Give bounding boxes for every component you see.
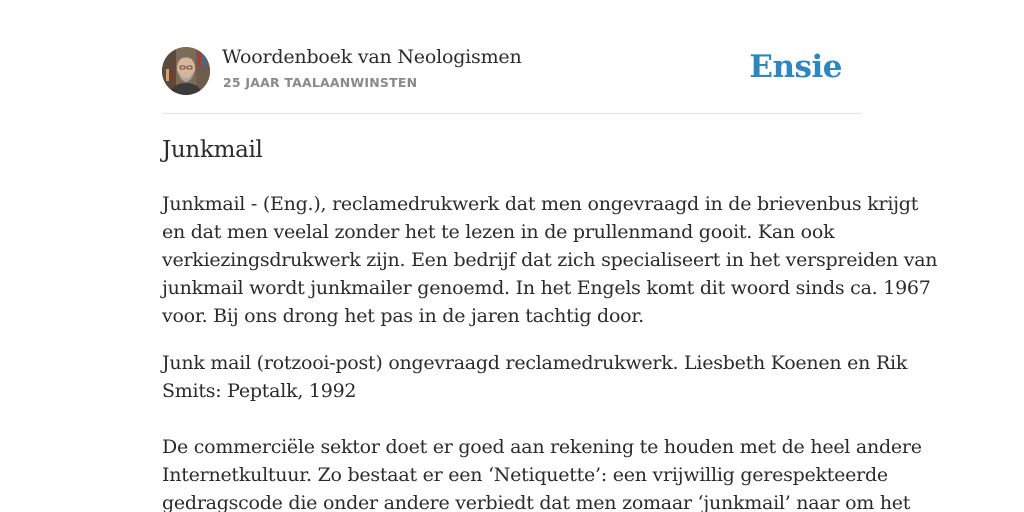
site-header: [162, 46, 862, 114]
text-line: junkmail wordt junkmailer genoemd. In het Engels komt dit woord sinds ca. 1967: [162, 277, 931, 299]
text-line: Junk mail (rotzooi-post) ongevraagd reclamedrukwerk. Liesbeth Koenen en Rik: [162, 352, 908, 374]
text-line: Junkmail - (Eng.), reclamedrukwerk dat men ongevraagd in de brievenbus krijgt: [162, 193, 919, 215]
brand-logo[interactable]: Ensie: [749, 49, 842, 85]
text-line: Smits: Peptalk, 1992: [162, 380, 357, 402]
text-line: gedragscode die onder andere verbiedt dat men zomaar ‘junkmail’ naar om het: [162, 492, 911, 512]
text-line: De commerciële sektor doet er goed aan rekening te houden met de heel andere: [162, 436, 922, 458]
article-title: Junkmail: [162, 137, 263, 163]
author-portrait-icon: [162, 47, 210, 95]
definition-paragraph: [162, 190, 938, 330]
site-subtitle: 25 JAAR TAALAANWINSTEN: [223, 75, 418, 90]
quote-paragraph: [162, 433, 922, 512]
text-line: voor. Bij ons drong het pas in de jaren tachtig door.: [162, 305, 644, 327]
text-line: en dat men veelal zonder het te lezen in de prullenmand gooit. Kan ook: [162, 221, 835, 243]
citation-paragraph: [162, 349, 908, 405]
text-line: Internetkultuur. Zo bestaat er een ‘Netiquette’: een vrijwillig gerespekteerde: [162, 464, 888, 486]
site-title[interactable]: Woordenboek van Neologismen: [222, 46, 522, 68]
text-line: verkiezingsdrukwerk zijn. Een bedrijf dat zich specialiseert in het verspreiden van: [162, 249, 938, 271]
avatar[interactable]: [162, 47, 210, 95]
